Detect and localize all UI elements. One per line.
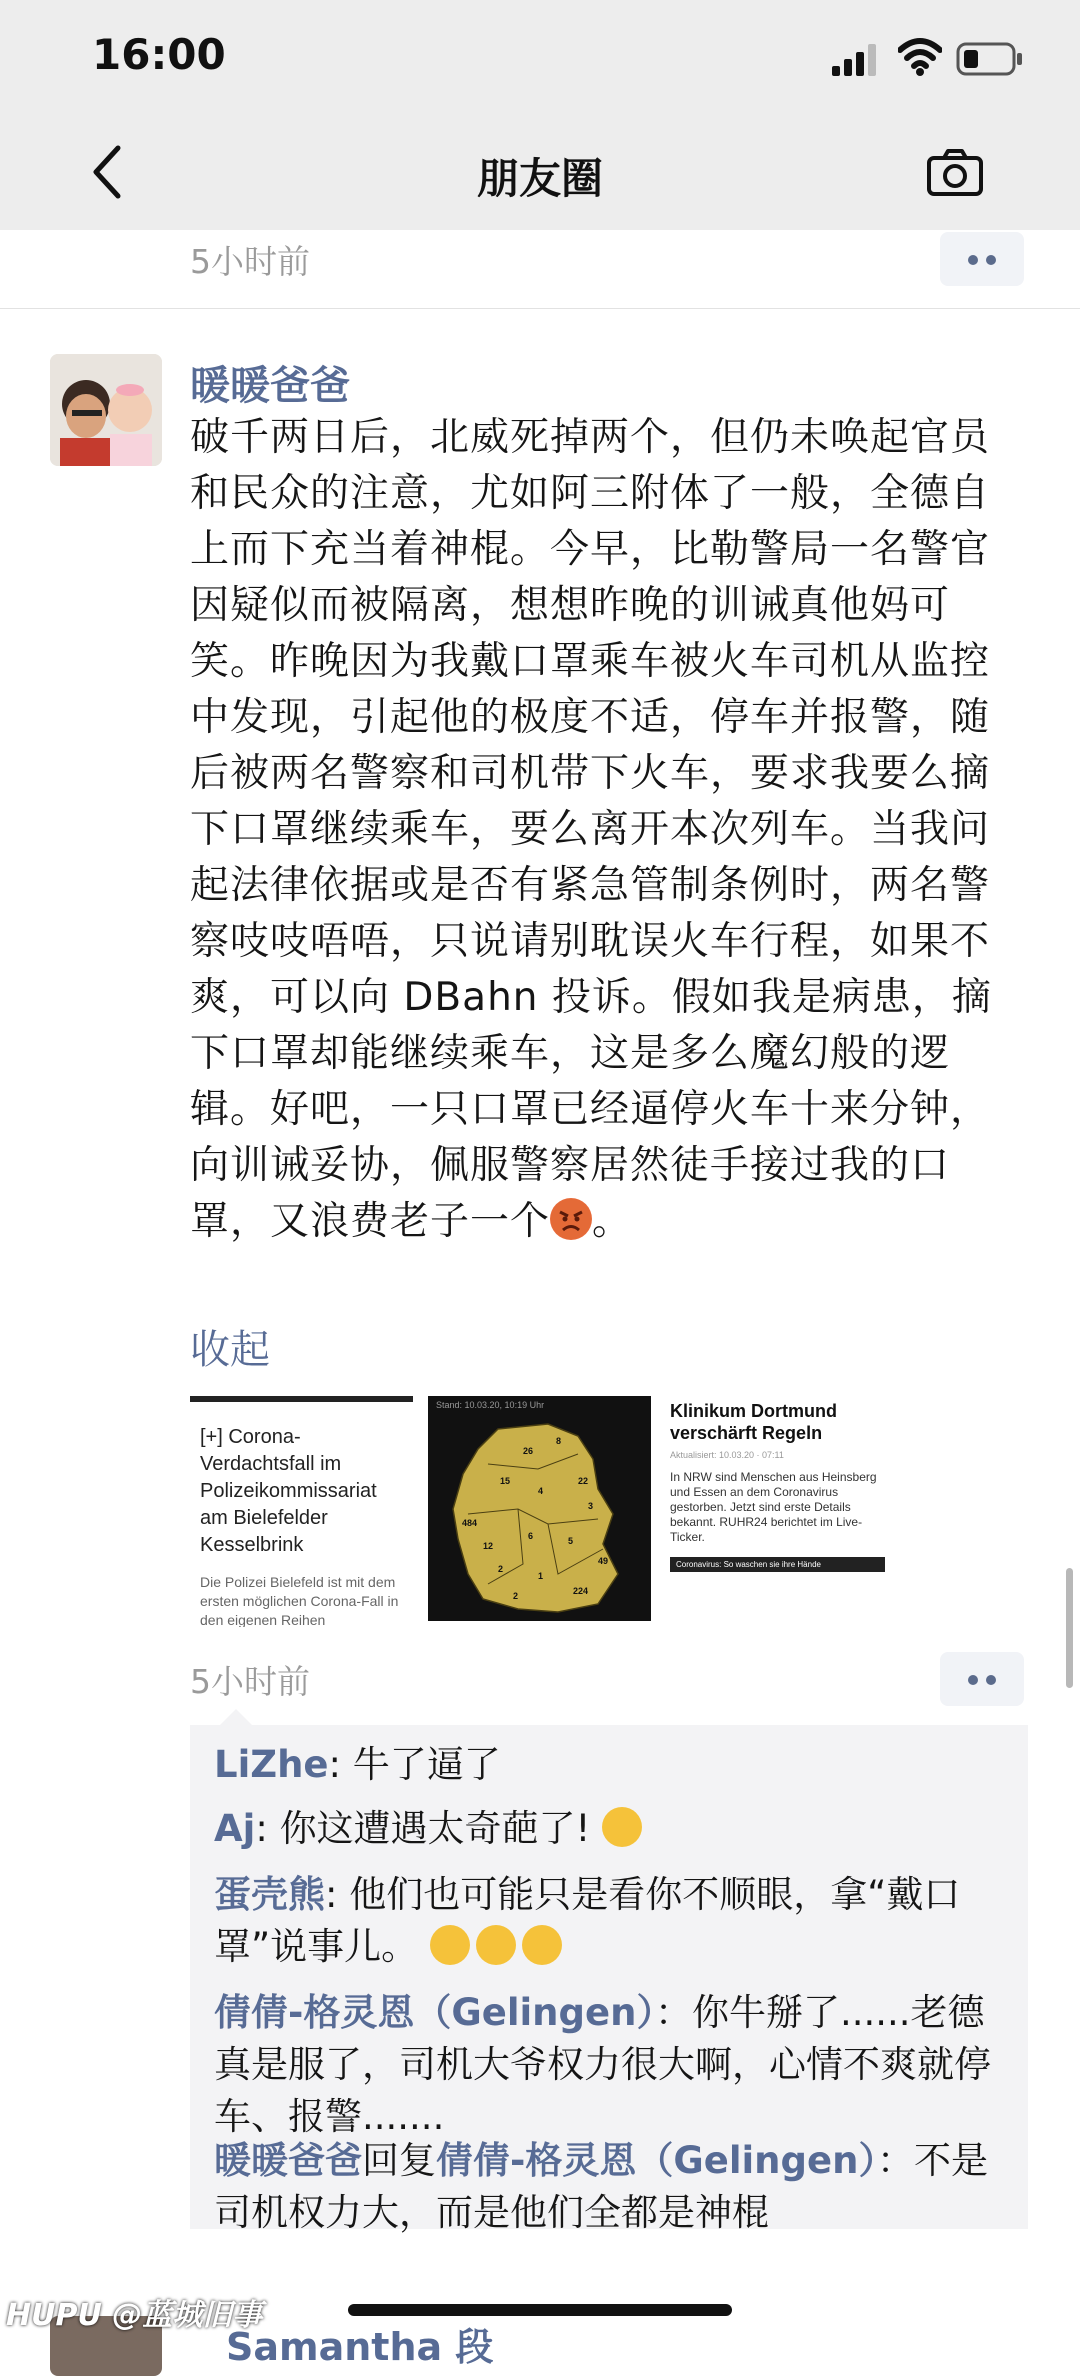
nav-bar (0, 118, 1080, 230)
map-count: 1 (538, 1571, 544, 1581)
comment-author[interactable]: LiZhe (214, 1743, 329, 1786)
map-count: 484 (462, 1518, 478, 1528)
comment-author[interactable]: 暖暖爸爸 (214, 2139, 362, 2182)
comment-author[interactable]: 蛋壳熊 (214, 1873, 325, 1916)
tears-of-joy-emoji (430, 1925, 470, 1965)
comment-separator: : (325, 1873, 350, 1916)
avatar-photo (50, 354, 162, 466)
map-count: 26 (523, 1446, 534, 1456)
comment-item[interactable] (214, 1987, 1014, 2143)
map-count: 49 (598, 1556, 609, 1566)
post-divider (0, 308, 1080, 309)
more-dots-icon (968, 1675, 978, 1685)
status-time: 16:00 (92, 30, 226, 79)
map-count: 6 (528, 1531, 534, 1541)
comment-separator: ： (654, 1991, 692, 2034)
comments-panel (190, 1725, 1028, 2234)
comment-item[interactable] (214, 1869, 1014, 1973)
comment-item[interactable] (214, 1803, 1014, 1855)
comment-text: 他们也可能只是看你不顺眼，拿“戴口罩”说事儿。 (214, 1873, 961, 1968)
wifi-icon (898, 38, 942, 76)
map-count: 2 (498, 1564, 504, 1574)
scrollbar[interactable] (1066, 1568, 1073, 1688)
map-count: 4 (538, 1486, 544, 1496)
avatar[interactable] (50, 354, 162, 466)
comment-author[interactable]: 倩倩-格灵恩（Gelingen） (214, 1991, 655, 2034)
home-indicator[interactable] (348, 2304, 732, 2316)
map-count: 12 (483, 1541, 494, 1551)
comment-separator: ： (876, 2139, 914, 2182)
signal-icon (832, 44, 878, 76)
post-username[interactable]: 暖暖爸爸 (190, 363, 350, 409)
next-post-username[interactable]: Samantha 段 (226, 2325, 494, 2369)
image1-teaser: Die Polizei Bielefeld ist mit dem ersten möglichen Corona-Fall in den eigenen Reihen (200, 1574, 399, 1627)
camera-icon[interactable] (926, 148, 984, 198)
post-body: 破千两日后，北威死掉两个，但仍未唤起官员和民众的注意，尤如阿三附体了一般，全德自上而下充当着神棍。今早，比勒警局一名警官因疑似而被隔离，想想昨晚的训诫真他妈可笑。昨晚因为我戴口罩乘车被火车司机从监控中发现，引起他的极度不适，停车并报警，随后被两名警察和司机带下火车，要求我要么摘下口罩继续乘车，要么离开本次列车。当我问起法律依据或是否有紧急管制条例时，两名警察吱吱唔唔，只说请别耽误火车行程，如果不爽，可以向 DBahn 投诉。假如我是病患，摘下口罩却能继续乘车，这是多么魔幻般的逻辑。好吧，一只口罩已经逼停火车十来分钟，向训诫妥协，佩服警察居然徒手接过我的口罩，又浪费老子一个 (190, 415, 992, 1244)
more-dot (986, 255, 996, 265)
image3-headline: Klinikum Dortmund verschärft Regeln (670, 1401, 837, 1443)
post-image-1[interactable] (190, 1396, 413, 1627)
comment-text: 你这遭遇太奇葩了! (279, 1807, 591, 1850)
post-image-2[interactable] (428, 1396, 651, 1621)
comment-text: 你牛掰了......老德真是服了，司机大爷权力很大啊，心情不爽就停车、报警....... (214, 1991, 991, 2138)
image3-link: Coronavirus: So waschen sie ihre Hände (670, 1557, 885, 1572)
comment-item[interactable] (214, 1739, 1014, 1791)
more-dot (986, 1675, 996, 1685)
reply-to-author[interactable]: 倩倩-格灵恩（Gelingen） (436, 2139, 877, 2182)
map-count: 224 (573, 1586, 589, 1596)
status-bar (0, 0, 1080, 118)
tears-of-joy-emoji (522, 1925, 562, 1965)
map-count: 15 (500, 1476, 511, 1486)
map-count: 8 (556, 1436, 562, 1446)
comment-separator: : (255, 1807, 280, 1850)
post-image-3[interactable] (666, 1396, 889, 1621)
tears-of-joy-emoji (476, 1925, 516, 1965)
image1-headline: [+] Corona-Verdachtsfall im Polizeikommissariat am Bielefelder Kesselbrink (200, 1426, 377, 1556)
more-dots-icon (968, 255, 978, 265)
prev-post-time: 5小时前 (190, 242, 310, 281)
comment-author[interactable]: Aj (214, 1807, 256, 1850)
tears-of-joy-emoji (602, 1807, 642, 1847)
post-text-end: 。 (592, 1199, 633, 1244)
post-more-button[interactable] (940, 1652, 1024, 1706)
battery-icon (956, 42, 1024, 76)
page-title: 朋友圈 (476, 154, 603, 203)
image2-header: Stand: 10.03.20, 10:19 Uhr (436, 1400, 545, 1410)
collapse-link[interactable]: 收起 (190, 1327, 270, 1373)
image3-body: In NRW sind Menschen aus Heinsberg und Essen an dem Coronavirus gestorben. Jetzt sind erste Details bekannt. RUHR24 berichtet im Live-Ticker. (670, 1470, 877, 1544)
comment-item[interactable] (214, 2135, 1014, 2239)
comment-separator: : (328, 1743, 353, 1786)
image3-meta: Aktualisiert: 10.03.20 · 07:11 (670, 1450, 784, 1460)
comment-text: 不是司机权力大，而是他们全都是神棍 (214, 2139, 988, 2234)
reply-word: 回复 (362, 2139, 436, 2182)
angry-face-emoji (550, 1198, 592, 1240)
prev-post-more-button[interactable] (940, 232, 1024, 286)
map-count: 5 (568, 1536, 574, 1546)
post-text (190, 410, 1020, 1250)
post-time: 5小时前 (190, 1662, 310, 1701)
map-count: 22 (578, 1476, 589, 1486)
map-count: 3 (588, 1501, 594, 1511)
map-count: 2 (513, 1591, 519, 1601)
comment-text: 牛了逼了 (352, 1743, 501, 1786)
watermark: HUPU @蓝城旧事 (6, 2298, 263, 2333)
germany-map (428, 1414, 651, 1619)
